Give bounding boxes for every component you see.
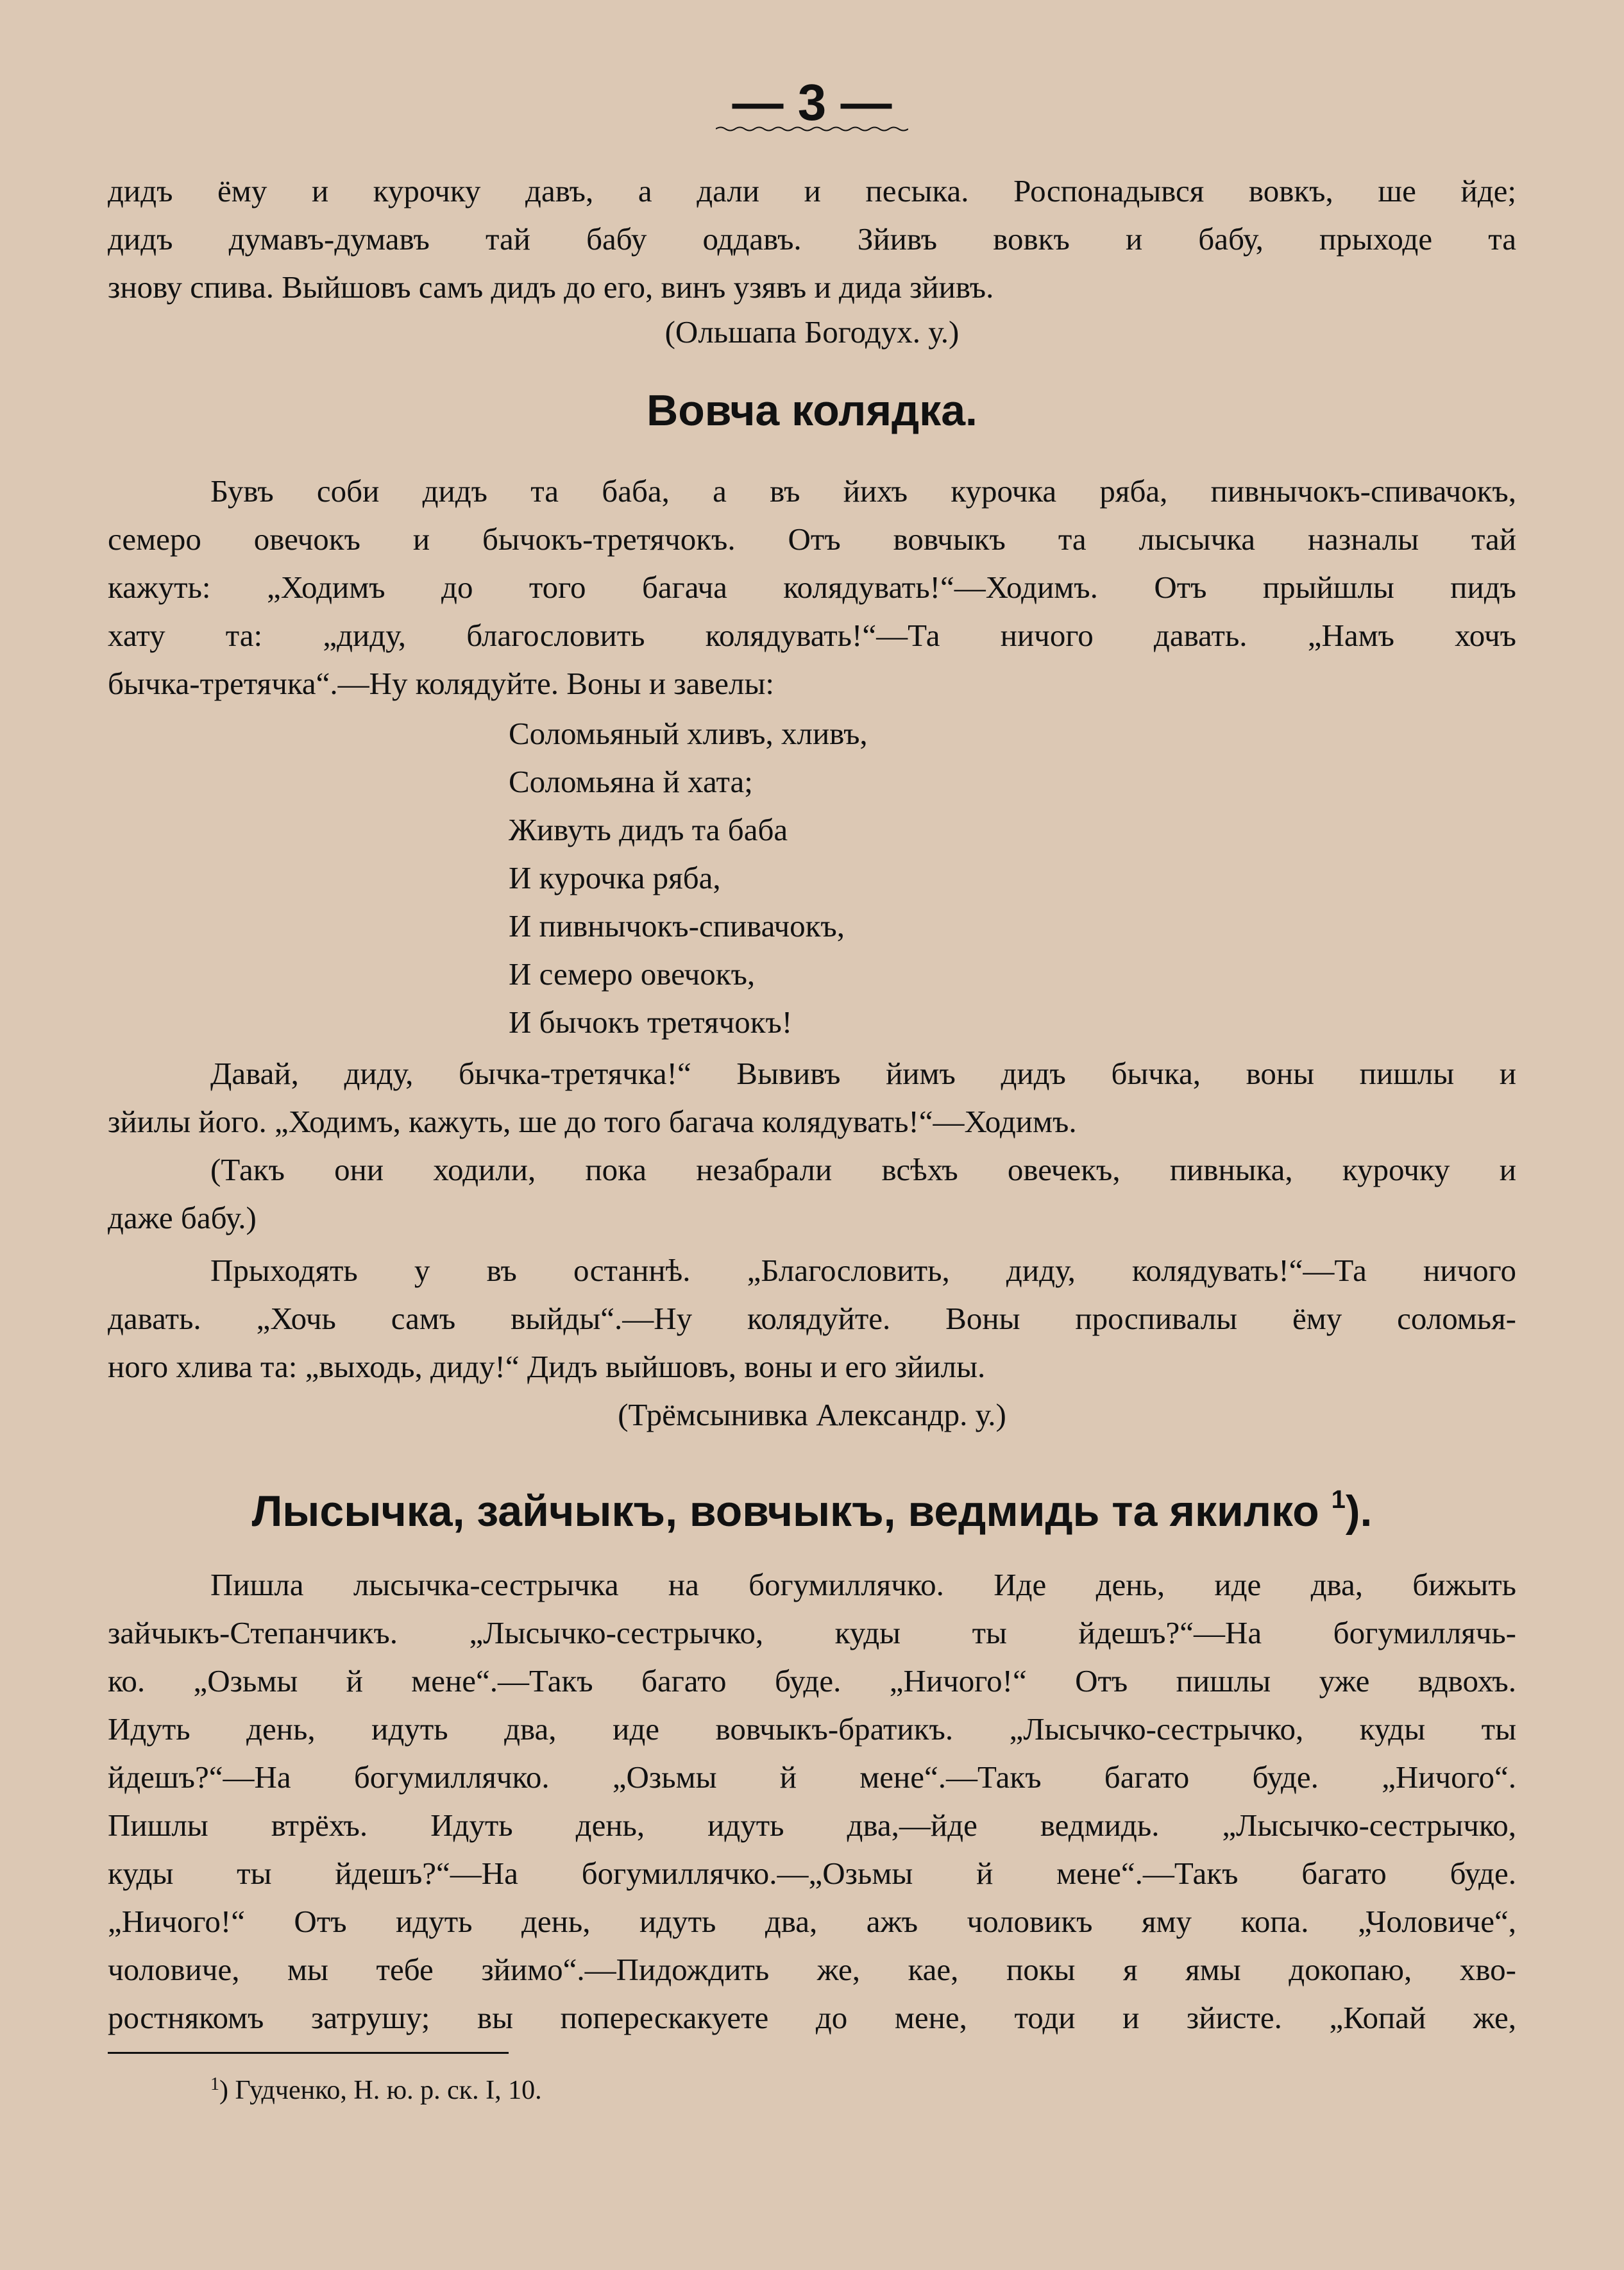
verse-line: И семеро овечокъ, [509, 956, 756, 992]
footnote-divider [108, 2052, 509, 2054]
story1-line: Бувъ соби дидъ та баба, а въ йихъ курочка ряба, пивнычокъ-спивачокъ, [210, 473, 1516, 509]
story2-line: зайчыкъ-Степанчикъ. „Лысычко-сестрычко, куды ты йдешъ?“—На богумиллячь- [108, 1615, 1516, 1650]
story1-source: (Трёмсынивка Александр. у.) [618, 1397, 1006, 1432]
story1-title: Вовча колядка. [647, 386, 977, 435]
header-ornament [716, 126, 908, 132]
intro-line: дидъ думавъ-думавъ тай бабу оддавъ. Зйивъ вовкъ и бабу, прыходе та [108, 221, 1516, 257]
verse-line: И курочка ряба, [509, 860, 721, 895]
story1-line: давать. „Хочь самъ выйды“.—Ну колядуйте. Воны проспивалы ёму соломья- [108, 1301, 1516, 1336]
intro-line: дидъ ёму и курочку давъ, а дали и песыка. Роспонадывся вовкъ, ше йде; [108, 173, 1516, 208]
story2-line: ко. „Озьмы й мене“.—Такъ багато буде. „Ничого!“ Отъ пишлы уже вдвохъ. [108, 1663, 1516, 1698]
story2-title [108, 1474, 1516, 1537]
story2-title-text: Лысычка, зайчыкъ, вовчыкъ, ведмидь та якилко [251, 1487, 1319, 1536]
page-number: — 3 — [732, 74, 892, 131]
verse-line: Соломьяна й хата; [509, 764, 753, 799]
story2-line: „Ничого!“ Отъ идуть день, идуть два, ажъ чоловикъ яму копа. „Чоловиче“, [108, 1904, 1516, 1939]
story1-line: семеро овечокъ и бычокъ-третячокъ. Отъ вовчыкъ та лысычка назналы тай [108, 521, 1516, 557]
story2-line: Пишлы втрёхъ. Идуть день, идуть два,—йде ведмидь. „Лысычко-сестрычко, [108, 1808, 1516, 1843]
story2-title-end: ). [1345, 1487, 1373, 1536]
story2-line: Идуть день, идуть два, иде вовчыкъ-братикъ. „Лысычко-сестрычко, куды ты [108, 1711, 1516, 1747]
story1-line: Давай, диду, бычка-третячка!“ Вывивъ йимъ дидъ бычка, воны пишлы и [210, 1056, 1516, 1091]
intro-line: знову спива. Выйшовъ самъ дидъ до его, винъ узявъ и дида зйивъ. [108, 269, 994, 305]
story1-line: ного хлива та: „выходь, диду!“ Дидъ выйшовъ, воны и его зйилы. [108, 1349, 986, 1384]
footnote-mark: 1 [210, 2074, 219, 2094]
verse-line: Живуть дидъ та баба [509, 812, 788, 847]
story2-line: ростнякомъ затрушу; вы поперескакуете до мене, тоди и зйисте. „Копай же, [108, 2000, 1516, 2035]
story2-line: Пишла лысычка-сестрычка на богумиллячко. Иде день, иде два, бижыть [210, 1567, 1516, 1602]
story1-line: даже бабу.) [108, 1200, 257, 1235]
story2-line: чоловиче, мы тебе зйимо“.—Пидождить же, кае, покы я ямы докопаю, хво- [108, 1952, 1516, 1987]
footnote-reference: 1 [1331, 1486, 1346, 1514]
story2-line: йдешъ?“—На богумиллячко. „Озьмы й мене“.—Такъ багато буде. „Ничого“. [108, 1759, 1516, 1795]
verse-line: И бычокъ третячокъ! [509, 1004, 793, 1040]
story1-line: хату та: „диду, благословить колядувать!“—Та ничого давать. „Намъ хочъ [108, 618, 1516, 653]
verse-line: И пивнычокъ-спивачокъ, [509, 908, 845, 944]
story1-line: бычка-третячка“.—Ну колядуйте. Воны и завелы: [108, 666, 775, 701]
story1-line: (Такъ они ходили, пока незабрали всѣхъ овечекъ, пивныка, курочку и [210, 1152, 1516, 1187]
verse-line: Соломьяный хливъ, хливъ, [509, 716, 868, 751]
footnote [210, 2065, 542, 2110]
story2-line: куды ты йдешъ?“—На богумиллячко.—„Озьмы й мене“.—Такъ багато буде. [108, 1856, 1516, 1891]
footnote-text: ) Гудченко, Н. ю. р. ск. I, 10. [219, 2076, 542, 2105]
story1-line: кажуть: „Ходимъ до того багача колядувать!“—Ходимъ. Отъ прыйшлы пидъ [108, 570, 1516, 605]
intro-source: (Ольшапа Богодух. у.) [664, 314, 960, 350]
story1-line: зйилы його. „Ходимъ, кажуть, ше до того багача колядувать!“—Ходимъ. [108, 1104, 1077, 1139]
story1-line: Прыходять у въ останнѣ. „Благословить, диду, колядувать!“—Та ничого [210, 1253, 1516, 1288]
